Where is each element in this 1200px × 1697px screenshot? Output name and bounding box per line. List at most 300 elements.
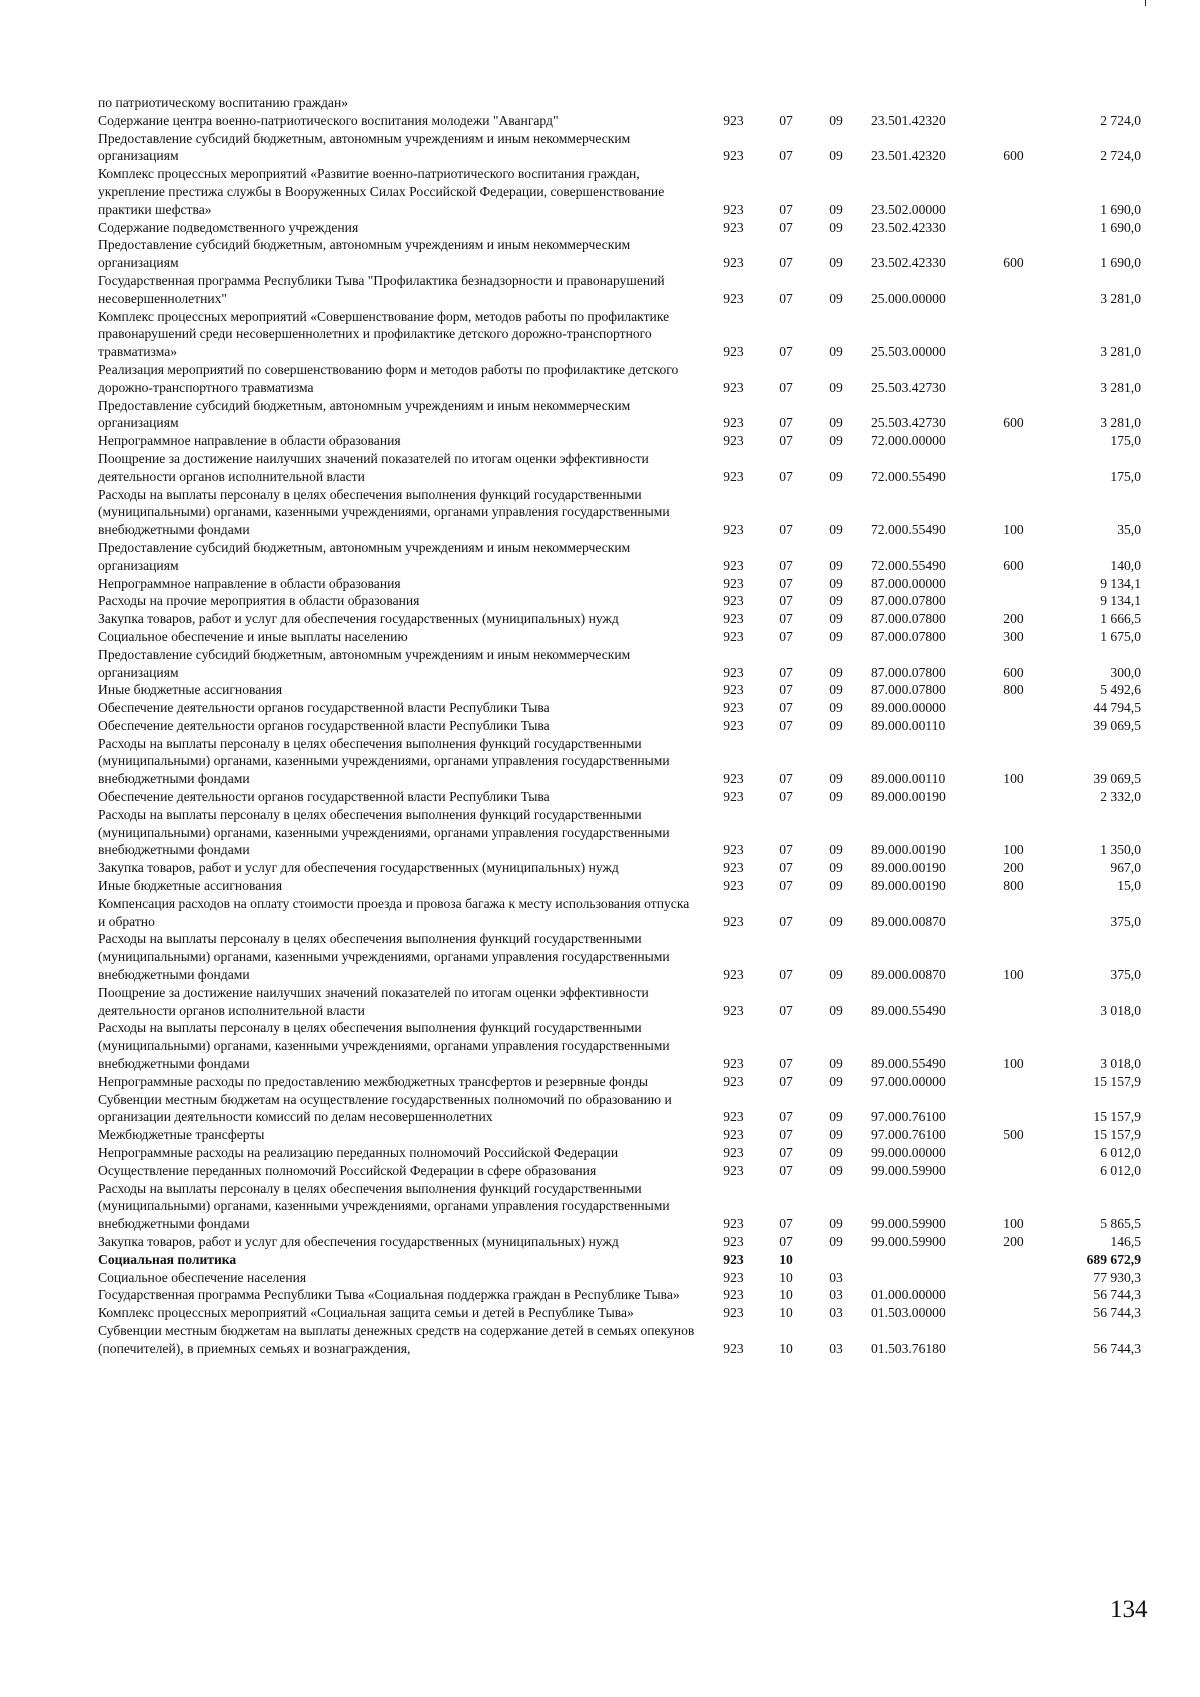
cell-name: Расходы на выплаты персоналу в целях обеспечения выполнения функций государственными (муниципальными) органами, казенными учреждениями, органами управления государственными внебюджетными фондами	[98, 735, 670, 787]
cell-rz: 07	[779, 771, 793, 787]
cell-pr: 09	[829, 468, 843, 484]
cell-name: Иные бюджетные ассигнования	[98, 878, 283, 894]
cell-sum: 140,0	[1110, 557, 1141, 573]
cell-name: Расходы на выплаты персоналу в целях обеспечения выполнения функций государственными (муниципальными) органами, казенными учреждениями, органами управления государственными внебюджетными фондами	[98, 1180, 670, 1232]
cell-rz: 07	[779, 112, 793, 128]
cell-vr	[986, 699, 1041, 717]
cell-sum: 77 930,3	[1093, 1269, 1141, 1285]
table-row	[98, 859, 1161, 877]
cell-vr	[986, 575, 1041, 593]
cell-sum: 1 690,0	[1100, 255, 1141, 271]
cell-grbs: 923	[723, 611, 744, 627]
cell-pr: 09	[829, 860, 843, 876]
cell-vr: 100	[1003, 1216, 1024, 1232]
cell-sum: 1 690,0	[1100, 219, 1141, 235]
table-row	[98, 895, 1161, 931]
cell-pr: 09	[829, 664, 843, 680]
cell-csr: 72.000.55490	[871, 522, 946, 538]
cell-grbs: 923	[723, 415, 744, 431]
cell-sum: 3 018,0	[1100, 1002, 1141, 1018]
cell-vr: 100	[1003, 771, 1024, 787]
cell-grbs	[706, 94, 761, 112]
cell-rz: 07	[779, 148, 793, 164]
table-row	[98, 1304, 1161, 1322]
cell-vr	[986, 1162, 1041, 1180]
cell-pr: 03	[829, 1340, 843, 1356]
cell-sum: 15 157,9	[1093, 1127, 1141, 1143]
table-row	[98, 539, 1161, 575]
cell-name: Комплекс процессных мероприятий «Развитие военно-патриотического воспитания граждан, укрепление престижа службы в Вооруженных Силах Российской Федерации, совершенствование практики шефства»	[98, 166, 665, 217]
cell-name: Комплекс процессных мероприятий «Социальная защита семьи и детей в Республике Тыва»	[98, 1305, 634, 1321]
cell-pr	[811, 94, 861, 112]
cell-pr: 09	[829, 148, 843, 164]
table-row	[98, 1269, 1161, 1287]
cell-csr: 01.000.00000	[871, 1287, 946, 1303]
cell-vr	[986, 165, 1041, 218]
cell-pr: 09	[829, 1056, 843, 1072]
cell-vr: 600	[1003, 148, 1024, 164]
cell-csr: 89.000.00190	[871, 878, 946, 894]
cell-name: Социальное обеспечение населения	[98, 1269, 307, 1285]
table-row	[98, 361, 1161, 397]
cell-sum: 39 069,5	[1093, 717, 1141, 733]
cell-name: Расходы на прочие мероприятия в области образования	[98, 593, 420, 609]
cell-sum: 2 332,0	[1100, 789, 1141, 805]
cell-rz: 07	[779, 878, 793, 894]
cell-grbs: 923	[723, 433, 744, 449]
cell-name: Государственная программа Республики Тыва "Профилактика безнадзорности и правонарушений несовершеннолетних"	[98, 272, 665, 306]
cell-csr: 23.501.42320	[871, 148, 946, 164]
cell-name: Расходы на выплаты персоналу в целях обеспечения выполнения функций государственными (муниципальными) органами, казенными учреждениями, органами управления государственными внебюджетными фондами	[98, 486, 670, 538]
cell-pr: 09	[829, 611, 843, 627]
table-row	[98, 699, 1161, 717]
cell-name: Закупка товаров, работ и услуг для обеспечения государственных (муниципальных) нужд	[98, 1234, 619, 1249]
table-row	[98, 806, 1161, 859]
cell-pr: 03	[829, 1287, 843, 1303]
cell-name: Расходы на выплаты персоналу в целях обеспечения выполнения функций государственными (муниципальными) органами, казенными учреждениями, органами управления государственными внебюджетными фондами	[98, 806, 670, 858]
table-row	[98, 130, 1161, 166]
cell-csr: 89.000.00190	[871, 842, 946, 858]
table-row	[98, 1019, 1161, 1072]
cell-csr: 89.000.00870	[871, 967, 946, 983]
cell-sum: 1 690,0	[1100, 201, 1141, 217]
cell-grbs: 923	[723, 1002, 744, 1018]
cell-pr: 09	[829, 522, 843, 538]
cell-vr: 800	[1003, 878, 1024, 894]
table-row	[98, 308, 1161, 361]
cell-grbs: 923	[723, 1073, 744, 1089]
cell-pr: 09	[829, 1234, 843, 1249]
cell-rz: 07	[779, 664, 793, 680]
cell-rz: 10	[779, 1269, 793, 1285]
table-row	[98, 1286, 1161, 1304]
cell-csr: 87.000.07800	[871, 611, 946, 627]
cell-sum: 2 724,0	[1100, 112, 1141, 128]
cell-vr	[986, 1144, 1041, 1162]
cell-grbs: 923	[723, 967, 744, 983]
cell-vr	[986, 112, 1041, 130]
cell-rz: 07	[779, 522, 793, 538]
cell-vr	[986, 272, 1041, 308]
cell-csr: 89.000.00110	[871, 717, 946, 733]
cell-pr: 09	[829, 717, 843, 733]
cell-csr: 72.000.55490	[871, 557, 946, 573]
cell-rz: 10	[779, 1340, 793, 1356]
cell-csr: 25.503.42730	[871, 379, 946, 395]
cell-rz: 07	[779, 1073, 793, 1089]
cell-pr: 09	[829, 842, 843, 858]
cell-sum: 15,0	[1117, 878, 1141, 894]
cell-csr	[861, 1269, 986, 1287]
cell-name: Непрограммные расходы по предоставлению межбюджетных трансфертов и резервные фонды	[98, 1073, 649, 1089]
cell-sum: 3 281,0	[1100, 415, 1141, 431]
cell-rz: 07	[779, 682, 793, 698]
cell-rz: 10	[779, 1287, 793, 1303]
cell-vr: 600	[1003, 664, 1024, 680]
cell-csr: 89.000.00000	[871, 700, 946, 716]
cell-rz: 07	[779, 700, 793, 716]
table-row	[98, 610, 1161, 628]
cell-pr: 09	[829, 1002, 843, 1018]
table-row	[98, 432, 1161, 450]
cell-rz: 07	[779, 1216, 793, 1232]
cell-pr: 09	[829, 878, 843, 894]
cell-vr	[986, 1322, 1041, 1358]
cell-pr	[811, 1251, 861, 1269]
cell-grbs: 923	[723, 1305, 744, 1321]
cell-csr: 89.000.55490	[871, 1056, 946, 1072]
cell-sum: 1 675,0	[1100, 628, 1141, 644]
cell-grbs: 923	[723, 112, 744, 128]
cell-pr: 09	[829, 557, 843, 573]
table-row	[98, 272, 1161, 308]
cell-rz: 07	[779, 468, 793, 484]
cell-vr	[986, 1073, 1041, 1091]
page-number: 134	[1110, 1596, 1148, 1623]
cell-rz: 07	[779, 1056, 793, 1072]
cell-sum: 175,0	[1110, 433, 1141, 449]
cell-sum: 5 865,5	[1100, 1216, 1141, 1232]
cell-sum: 9 134,1	[1100, 593, 1141, 609]
cell-rz: 07	[779, 1109, 793, 1125]
cell-pr: 09	[829, 255, 843, 271]
cell-grbs: 923	[723, 468, 744, 484]
cell-csr: 99.000.59900	[871, 1162, 946, 1178]
cell-csr: 87.000.00000	[871, 575, 946, 591]
cell-name: Закупка товаров, работ и услуг для обеспечения государственных (муниципальных) нужд	[98, 860, 619, 876]
cell-sum: 56 744,3	[1093, 1287, 1141, 1303]
cell-name: Непрограммное направление в области образования	[98, 433, 401, 449]
cell-sum: 5 492,6	[1100, 682, 1141, 698]
cell-pr: 09	[829, 789, 843, 805]
cell-sum: 6 012,0	[1100, 1145, 1141, 1161]
table-row	[98, 628, 1161, 646]
cell-grbs: 923	[723, 1287, 744, 1303]
cell-pr: 09	[829, 1073, 843, 1089]
cell-vr: 100	[1003, 1056, 1024, 1072]
cell-vr	[986, 308, 1041, 361]
cell-grbs: 923	[723, 1269, 744, 1285]
table-row	[98, 930, 1161, 983]
cell-rz: 10	[779, 1251, 793, 1267]
cell-vr: 100	[1003, 967, 1024, 983]
cell-csr: 89.000.00870	[871, 913, 946, 929]
cell-sum: 35,0	[1117, 522, 1141, 538]
table-row	[98, 1073, 1161, 1091]
cell-csr	[861, 94, 986, 112]
cell-sum: 689 672,9	[1086, 1251, 1141, 1267]
cell-name: Предоставление субсидий бюджетным, автономным учреждениям и иным некоммерческим организациям	[98, 130, 631, 164]
table-row	[98, 592, 1161, 610]
cell-grbs: 923	[723, 878, 744, 894]
table-row	[98, 1322, 1161, 1358]
cell-pr: 09	[829, 771, 843, 787]
cell-pr: 09	[829, 1216, 843, 1232]
cell-pr: 09	[829, 201, 843, 217]
cell-vr	[986, 94, 1041, 112]
cell-name: Компенсация расходов на оплату стоимости проезда и провоза багажа к месту использования отпуска и обратно	[98, 895, 690, 929]
cell-grbs: 923	[723, 664, 744, 680]
cell-grbs: 923	[723, 913, 744, 929]
cell-grbs: 923	[723, 379, 744, 395]
cell-grbs: 923	[723, 771, 744, 787]
cell-vr	[986, 1091, 1041, 1127]
cell-name: Обеспечение деятельности органов государственной власти Республики Тыва	[98, 717, 550, 733]
table-row	[98, 1144, 1161, 1162]
cell-sum: 375,0	[1110, 967, 1141, 983]
cell-name: Поощрение за достижение наилучших значений показателей по итогам оценки эффективности деятельности органов исполнительной власти	[98, 450, 649, 484]
cell-csr: 01.503.76180	[871, 1340, 946, 1356]
cell-pr: 09	[829, 433, 843, 449]
cell-rz: 07	[779, 860, 793, 876]
cell-grbs: 923	[723, 1109, 744, 1125]
cell-csr: 23.502.00000	[871, 201, 946, 217]
cell-pr: 03	[829, 1269, 843, 1285]
cell-name: Субвенции местным бюджетам на осуществление государственных полномочий по образованию и организации деятельности комиссий по делам несовершеннолетних	[98, 1091, 672, 1125]
cell-name: Иные бюджетные ассигнования	[98, 682, 283, 698]
cell-csr: 87.000.07800	[871, 682, 946, 698]
cell-pr: 09	[829, 219, 843, 235]
cell-sum: 15 157,9	[1093, 1073, 1141, 1089]
cell-grbs: 923	[723, 201, 744, 217]
cell-name: Содержание центра военно-патриотического воспитания молодежи "Авангард"	[98, 112, 559, 128]
cell-csr: 99.000.59900	[871, 1234, 946, 1249]
cell-pr: 09	[829, 379, 843, 395]
cell-csr: 25.503.00000	[871, 344, 946, 360]
cell-grbs: 923	[723, 860, 744, 876]
cell-vr	[986, 361, 1041, 397]
cell-vr	[986, 895, 1041, 931]
cell-vr: 500	[1003, 1127, 1024, 1143]
cell-sum: 3 281,0	[1100, 344, 1141, 360]
cell-sum: 300,0	[1110, 664, 1141, 680]
cell-rz: 07	[779, 557, 793, 573]
table-row	[98, 575, 1161, 593]
cell-vr: 800	[1003, 682, 1024, 698]
cell-grbs: 923	[723, 717, 744, 733]
cell-csr: 97.000.76100	[871, 1127, 946, 1143]
cell-csr: 25.000.00000	[871, 290, 946, 306]
cell-name: Содержание подведомственного учреждения	[98, 219, 359, 235]
cell-sum: 175,0	[1110, 468, 1141, 484]
table-row	[98, 1091, 1161, 1127]
scan-edge-mark	[1145, 0, 1146, 6]
cell-name: Предоставление субсидий бюджетным, автономным учреждениям и иным некоммерческим организациям	[98, 397, 631, 431]
cell-grbs: 923	[723, 148, 744, 164]
cell-rz: 07	[779, 575, 793, 591]
cell-csr: 89.000.00110	[871, 771, 946, 787]
cell-vr: 100	[1003, 842, 1024, 858]
cell-rz: 07	[779, 255, 793, 271]
cell-name: Социальное обеспечение и иные выплаты населению	[98, 628, 408, 644]
cell-csr: 99.000.59900	[871, 1216, 946, 1232]
cell-csr: 87.000.07800	[871, 593, 946, 609]
table-row	[98, 717, 1161, 735]
cell-csr: 97.000.00000	[871, 1073, 946, 1089]
cell-rz: 07	[779, 628, 793, 644]
cell-pr: 09	[829, 112, 843, 128]
budget-table	[98, 94, 1161, 1358]
table-row	[98, 397, 1161, 433]
cell-sum: 1 350,0	[1100, 842, 1141, 858]
table-row	[98, 681, 1161, 699]
cell-name: Социальная политика	[98, 1251, 237, 1267]
cell-grbs: 923	[723, 1056, 744, 1072]
cell-rz: 07	[779, 1234, 793, 1249]
cell-sum: 6 012,0	[1100, 1162, 1141, 1178]
cell-csr: 01.503.00000	[871, 1305, 946, 1321]
cell-rz	[761, 94, 811, 112]
cell-name: Предоставление субсидий бюджетным, автономным учреждениям и иным некоммерческим организациям	[98, 646, 631, 680]
cell-grbs: 923	[723, 789, 744, 805]
cell-name: Непрограммное направление в области образования	[98, 575, 401, 591]
cell-rz: 07	[779, 842, 793, 858]
cell-csr	[861, 1251, 986, 1269]
cell-rz: 07	[779, 433, 793, 449]
cell-grbs: 923	[723, 219, 744, 235]
cell-rz: 07	[779, 1162, 793, 1178]
cell-pr: 09	[829, 1145, 843, 1161]
table-row	[98, 450, 1161, 486]
cell-vr	[986, 984, 1041, 1020]
cell-name: Реализация мероприятий по совершенствованию форм и методов работы по профилактике детского дорожно-транспортного травматизма	[98, 361, 679, 395]
cell-vr: 600	[1003, 415, 1024, 431]
cell-grbs: 923	[723, 1162, 744, 1178]
cell-vr	[986, 788, 1041, 806]
cell-rz: 07	[779, 913, 793, 929]
cell-grbs: 923	[723, 1340, 744, 1356]
cell-csr: 23.501.42320	[871, 112, 946, 128]
cell-sum: 1 666,5	[1100, 611, 1141, 627]
cell-sum: 15 157,9	[1093, 1109, 1141, 1125]
table-row	[98, 219, 1161, 237]
cell-name: Закупка товаров, работ и услуг для обеспечения государственных (муниципальных) нужд	[98, 611, 619, 627]
cell-sum: 146,5	[1110, 1234, 1141, 1249]
table-row	[98, 486, 1161, 539]
cell-sum: 44 794,5	[1093, 700, 1141, 716]
cell-grbs: 923	[723, 522, 744, 538]
cell-name: Государственная программа Республики Тыва «Социальная поддержка граждан в Республике Тыва»	[98, 1287, 680, 1303]
cell-rz: 07	[779, 415, 793, 431]
cell-rz: 07	[779, 611, 793, 627]
cell-csr: 72.000.00000	[871, 433, 946, 449]
cell-grbs: 923	[723, 1127, 744, 1143]
cell-vr	[986, 717, 1041, 735]
table-row	[98, 165, 1161, 218]
cell-sum: 56 744,3	[1093, 1305, 1141, 1321]
table-row	[98, 94, 1161, 112]
cell-sum: 39 069,5	[1093, 771, 1141, 787]
cell-grbs: 923	[723, 842, 744, 858]
cell-name: Предоставление субсидий бюджетным, автономным учреждениям и иным некоммерческим организациям	[98, 237, 631, 271]
cell-name: Поощрение за достижение наилучших значений показателей по итогам оценки эффективности деятельности органов исполнительной власти	[98, 984, 649, 1018]
cell-vr	[986, 450, 1041, 486]
cell-name: Межбюджетные трансферты	[98, 1127, 265, 1143]
cell-csr: 99.000.00000	[871, 1145, 946, 1161]
cell-vr: 200	[1003, 1234, 1024, 1249]
cell-rz: 07	[779, 219, 793, 235]
cell-sum: 3 281,0	[1100, 290, 1141, 306]
cell-grbs: 923	[723, 575, 744, 591]
cell-csr: 89.000.00190	[871, 860, 946, 876]
budget-rows	[98, 94, 1161, 1358]
cell-csr: 23.502.42330	[871, 219, 946, 235]
cell-pr: 09	[829, 628, 843, 644]
cell-pr: 09	[829, 700, 843, 716]
table-row	[98, 1251, 1161, 1269]
cell-pr: 03	[829, 1305, 843, 1321]
cell-rz: 07	[779, 1145, 793, 1161]
cell-vr	[986, 1251, 1041, 1269]
cell-grbs: 923	[723, 1145, 744, 1161]
table-row	[98, 1126, 1161, 1144]
cell-csr: 87.000.07800	[871, 664, 946, 680]
cell-vr: 200	[1003, 860, 1024, 876]
cell-name: Осуществление переданных полномочий Российской Федерации в сфере образования	[98, 1162, 597, 1178]
cell-rz: 07	[779, 717, 793, 733]
cell-sum: 967,0	[1110, 860, 1141, 876]
cell-rz: 07	[779, 593, 793, 609]
cell-grbs: 923	[723, 344, 744, 360]
cell-vr	[986, 592, 1041, 610]
table-row	[98, 112, 1161, 130]
cell-sum: 9 134,1	[1100, 575, 1141, 591]
cell-grbs: 923	[723, 700, 744, 716]
cell-pr: 09	[829, 344, 843, 360]
cell-csr: 72.000.55490	[871, 468, 946, 484]
cell-rz: 07	[779, 201, 793, 217]
table-row	[98, 1162, 1161, 1180]
cell-grbs: 923	[723, 628, 744, 644]
cell-rz: 07	[779, 1002, 793, 1018]
table-row	[98, 735, 1161, 788]
table-row	[98, 646, 1161, 682]
cell-rz: 07	[779, 967, 793, 983]
cell-pr: 09	[829, 290, 843, 306]
table-row	[98, 1233, 1161, 1251]
cell-name: Обеспечение деятельности органов государственной власти Республики Тыва	[98, 789, 550, 805]
cell-csr: 89.000.55490	[871, 1002, 946, 1018]
cell-sum: 56 744,3	[1093, 1340, 1141, 1356]
cell-name: Предоставление субсидий бюджетным, автономным учреждениям и иным некоммерческим организациям	[98, 539, 631, 573]
cell-sum: 3 281,0	[1100, 379, 1141, 395]
cell-pr: 09	[829, 1127, 843, 1143]
cell-rz: 07	[779, 290, 793, 306]
cell-name: Непрограммные расходы на реализацию переданных полномочий Российской Федерации	[98, 1145, 619, 1161]
cell-name: по патриотическому воспитанию граждан»	[98, 95, 349, 110]
table-row	[98, 1180, 1161, 1233]
cell-sum: 3 018,0	[1100, 1056, 1141, 1072]
